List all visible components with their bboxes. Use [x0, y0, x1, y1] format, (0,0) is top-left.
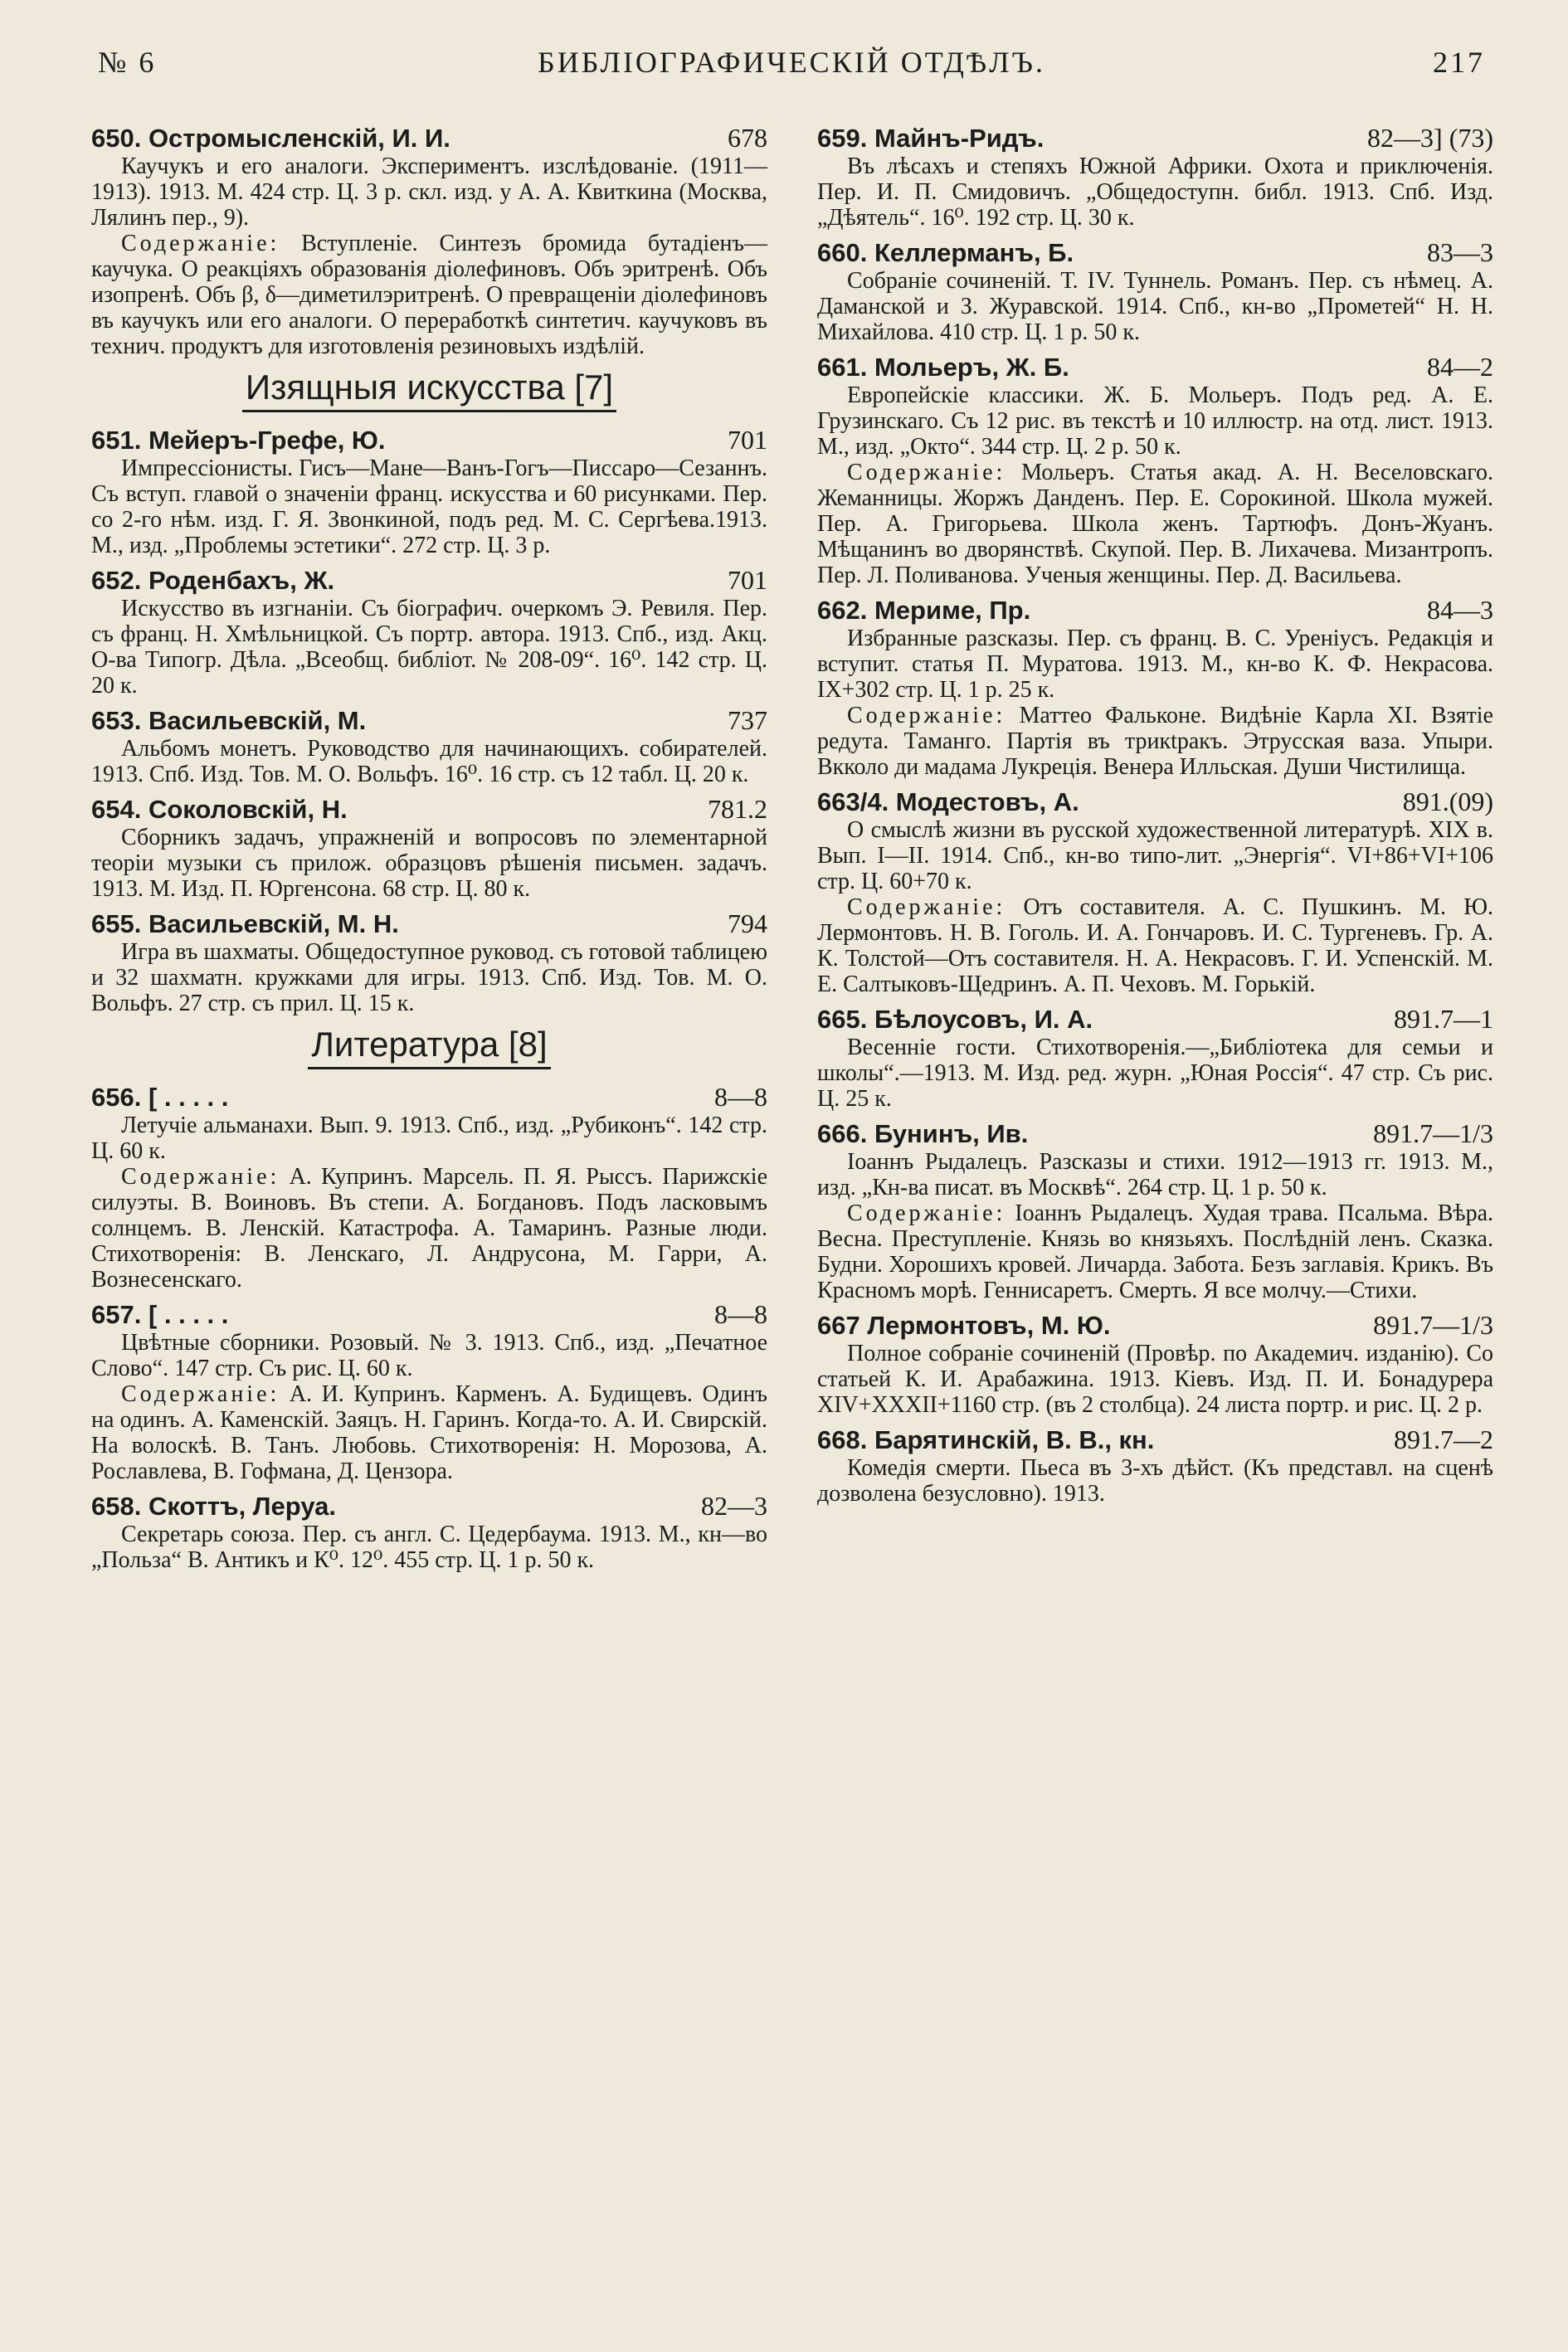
- entry-code: 701: [728, 565, 767, 595]
- contents-label: Содержаніе:: [121, 231, 280, 256]
- bibliography-entry: [817, 123, 1493, 231]
- contents-text: Мольеръ. Статья акад. А. Н. Веселовскаго. Жеманницы. Жоржъ Данденъ. Пер. Е. Сорокиной. Школа мужей. Пер. А. Григорьева. Школа женъ. Тартюфъ. Донъ-Жуанъ. Мѣщанинъ во дворянствѣ. Скупой. Пер. В. Лихачева. Мизантропъ. Пер. Л. Поливанова. Ученыя женщины. Пер. Д. Васильева.: [817, 460, 1493, 588]
- bibliography-entry: [91, 705, 767, 787]
- entry-body: Импрессіонисты. Гисъ—Мане—Ванъ-Гогъ—Писсаро—Сезаннъ. Съ вступ. главой о значеніи франц. искусства и 60 рисунками. Пер. со 2-го нѣм. изд. Г. Я. Звонкиной, подъ ред. М. С. Сергѣева.1913. М., изд. „Проблемы эстетики“. 272 стр. Ц. 3 р.: [91, 455, 768, 558]
- section-title: Изящныя искусства [7]: [242, 368, 616, 412]
- entry-title: 665. Бѣлоусовъ, И. А.: [817, 1005, 1093, 1034]
- entry-title: 661. Мольеръ, Ж. Б.: [817, 353, 1069, 382]
- entry-body: Игра въ шахматы. Общедоступное руковод. съ готовой таблицею и 32 шахматн. кружками для игры. 1913. Спб. Изд. Тов. М. О. Вольфъ. 27 стр. съ прил. Ц. 15 к.: [91, 939, 767, 1016]
- entry-code: 737: [728, 705, 767, 735]
- entry-code: 781.2: [708, 794, 767, 824]
- entry-body: Секретарь союза. Пер. съ англ. С. Цедербаума. 1913. М., кн—во „Польза“ В. Антикъ и К⁰. 12⁰. 455 стр. Ц. 1 р. 50 к.: [91, 1522, 767, 1573]
- bibliography-entry: [91, 1082, 767, 1293]
- entry-body: Летучіе альманахи. Вып. 9. 1913. Спб., изд. „Рубиконъ“. 142 стр. Ц. 60 к.: [91, 1113, 767, 1164]
- bibliography-entry: [91, 123, 767, 359]
- contents-label: Содержаніе:: [847, 1200, 1006, 1226]
- entry-title: 656. [ . . . . .: [91, 1083, 229, 1112]
- entry-title: 655. Васильевскій, М. Н.: [91, 909, 399, 938]
- entry-body: Сборникъ задачъ, упражненій и вопросовъ по элементарной теоріи музыки съ прилож. образцовъ рѣшенія письмен. задачъ. 1913. М. Изд. П. Юргенсона. 68 стр. Ц. 80 к.: [91, 825, 767, 902]
- issue-number: № 6: [98, 46, 157, 79]
- entry-body: Каучукъ и его аналоги. Экспериментъ. изслѣдованіе. (1911—1913). 1913. М. 424 стр. Ц. 3 р. скл. изд. у А. А. Квиткина (Москва, Лялинъ пер., 9).: [91, 153, 767, 231]
- bibliography-entry: [91, 1299, 767, 1484]
- bibliography-entry: [91, 794, 767, 902]
- entry-title: 651. Мейеръ-Грефе, Ю.: [91, 426, 386, 455]
- section-title: Литература [8]: [308, 1025, 550, 1069]
- contents-text: А. И. Купринъ. Карменъ. А. Будищевъ. Одинъ на одинъ. А. Каменскій. Заяцъ. Н. Гаринъ. Когда-то. А. И. Свирскій. На волоскѣ. В. Танъ. Любовь. Стихотворенія: Н. Морозова, А. Рославлева, В. Гофмана, Д. Цензора.: [91, 1381, 767, 1484]
- entry-contents: [817, 1200, 1493, 1303]
- contents-text: Іоаннъ Рыдалецъ. Худая трава. Псальма. Вѣра. Весна. Преступленіе. Князь во князьяхъ. Послѣдній ленъ. Сказка. Будни. Хорошихъ кровей. Личарда. Забота. Безъ заглавія. Крикъ. Въ Красномъ морѣ. Геннисаретъ. Смерть. Я все молчу.—Стихи.: [817, 1200, 1493, 1303]
- entry-title: 660. Келлерманъ, Б.: [817, 238, 1074, 267]
- entry-code: 8—8: [714, 1082, 767, 1112]
- entry-body: Цвѣтные сборники. Розовый. № 3. 1913. Спб., изд. „Печатное Слово“. 147 стр. Съ рис. Ц. 60 к.: [91, 1330, 767, 1381]
- bibliography-entry: [817, 1118, 1493, 1303]
- entry-contents: [91, 231, 767, 359]
- entry-title: 668. Барятинскій, В. В., кн.: [817, 1425, 1155, 1454]
- entry-body: Комедія смерти. Пьеса въ 3-хъ дѣйст. (Къ представл. на сценѣ дозволена безусловно). 1913.: [817, 1455, 1493, 1507]
- running-title: БИБЛІОГРАФИЧЕСКІЙ ОТДѢЛЪ.: [538, 46, 1045, 79]
- entry-code: 678: [728, 123, 767, 153]
- contents-label: Содержаніе:: [847, 894, 1006, 920]
- entry-title: 667 Лермонтовъ, М. Ю.: [817, 1311, 1111, 1340]
- entry-code: 83—3: [1427, 237, 1493, 267]
- contents-text: Отъ составителя. А. С. Пушкинъ. М. Ю. Лермонтовъ. Н. В. Гоголь. И. А. Гончаровъ. И. С. Тургеневъ. Гр. А. К. Толстой—Отъ составителя. Н. А. Некрасовъ. Г. И. Успенскій. М. Е. Салтыковъ-Щедринъ. А. П. Чеховъ. М. Горькій.: [817, 894, 1493, 997]
- section-heading: [91, 1025, 767, 1064]
- entry-contents: [91, 1381, 767, 1484]
- contents-label: Содержаніе:: [847, 703, 1006, 728]
- bibliography-entry: [91, 1491, 767, 1573]
- entry-contents: [817, 703, 1493, 780]
- entry-title: 653. Васильевскій, М.: [91, 706, 367, 735]
- bibliography-entry: [91, 565, 767, 699]
- entry-title: 657. [ . . . . .: [91, 1300, 229, 1329]
- entry-title: 652. Роденбахъ, Ж.: [91, 566, 335, 595]
- entry-contents: [817, 894, 1493, 997]
- bibliography-entry: [817, 595, 1493, 780]
- entry-title: 663/4. Модестовъ, А.: [817, 787, 1079, 816]
- contents-text: Маттео Фальконе. Видѣніе Карла XI. Взятіе редута. Таманго. Партія въ трикtракъ. Этрусская ваза. Упыри. Вкколо ди мадама Лукреція. Венера Илльская. Души Чистилища.: [817, 703, 1493, 780]
- entry-body: Собраніе сочиненій. Т. IV. Туннель. Романъ. Пер. съ нѣмец. А. Даманской и З. Журавской. 1914. Спб., кн-во „Прометей“ Н. Н. Михайлова. 410 стр. Ц. 1 р. 50 к.: [817, 268, 1493, 345]
- entry-title: 658. Скоттъ, Леруа.: [91, 1492, 336, 1521]
- entry-code: 82—3] (73): [1367, 123, 1493, 153]
- bibliography-entry: [817, 1004, 1493, 1112]
- entry-code: 891.7—1/3: [1373, 1310, 1493, 1340]
- entry-code: 891.7—2: [1394, 1424, 1493, 1454]
- entry-code: 82—3: [701, 1491, 767, 1521]
- contents-label: Содержаніе:: [121, 1381, 280, 1407]
- entry-body: Искусство въ изгнаніи. Съ біографич. очеркомъ Э. Ревиля. Пер. съ франц. Н. Хмѣльницкой. Съ портр. автора. 1913. Спб., изд. Акц. О-ва Типогр. Дѣла. „Всеобщ. библіот. № 208-09“. 16⁰. 142 стр. Ц. 20 к.: [91, 596, 767, 699]
- entry-code: 794: [728, 908, 767, 938]
- entry-code: 891.(09): [1402, 786, 1493, 816]
- entry-title: 650. Остромысленскій, И. И.: [91, 124, 450, 153]
- section-heading: [91, 368, 767, 407]
- entry-title: 666. Бунинъ, Ив.: [817, 1119, 1029, 1148]
- entry-body: Іоаннъ Рыдалецъ. Разсказы и стихи. 1912—1913 гг. 1913. М., изд. „Кн-ва писат. въ Москвѣ“. 264 стр. Ц. 1 р. 50 к.: [817, 1149, 1493, 1200]
- contents-label: Содержаніе:: [847, 460, 1006, 485]
- entry-code: 84—2: [1427, 352, 1493, 382]
- entry-title: 662. Мериме, Пр.: [817, 596, 1031, 625]
- entry-title: 659. Майнъ-Ридъ.: [817, 124, 1045, 153]
- page-header: [98, 40, 1485, 90]
- entry-body: Полное собраніе сочиненій (Провѣр. по Академич. изданію). Со статьей К. И. Арабажина. 1913. Кіевъ. Изд. П. И. Бонадурера XIV+XXXII+1160 стр. (въ 2 столбца). 24 листа портр. и рис. Ц. 2 р.: [817, 1341, 1493, 1418]
- entry-body: О смыслѣ жизни въ русской художественной литературѣ. XIX в. Вып. I—II. 1914. Спб., кн-во типо-лит. „Энергія“. VI+86+VI+106 стр. Ц. 60+70 к.: [817, 817, 1493, 894]
- bibliography-entry: [817, 1310, 1493, 1418]
- left-column: [91, 123, 767, 1580]
- entry-title: 654. Соколовскій, Н.: [91, 795, 348, 824]
- entry-code: 891.7—1: [1394, 1004, 1493, 1034]
- bibliography-entry: [817, 352, 1493, 588]
- entry-code: 891.7—1/3: [1373, 1118, 1493, 1148]
- entry-contents: [817, 460, 1493, 588]
- entry-code: 84—3: [1427, 595, 1493, 625]
- entry-body: Избранные разсказы. Пер. съ франц. В. С. Уреніусъ. Редакція и вступит. статья П. Муратова. 1913. М., кн-во К. Ф. Некрасова. IX+302 стр. Ц. 1 р. 25 к.: [817, 626, 1493, 703]
- entry-body: Въ лѣсахъ и степяхъ Южной Африки. Охота и приключенія. Пер. И. П. Смидовичъ. „Общедоступн. библ. 1913. Спб. Изд. „Дѣятель“. 16⁰. 192 стр. Ц. 30 к.: [817, 153, 1493, 231]
- contents-text: Вступленіе. Синтезъ бромида бутадіенъ—каучука. О реакціяхъ образованія діолефиновъ. Объ эритренѣ. Объ изопренѣ. Объ β, δ—диметилэритренѣ. О превращеніи діолефиновъ въ каучукъ или его аналоги. О переработкѣ синтетич. каучуковъ въ технич. продуктъ для изготовленія резиновыхъ издѣлій.: [91, 231, 767, 359]
- page-number: 217: [1433, 46, 1485, 79]
- entry-code: 8—8: [714, 1299, 767, 1329]
- bibliography-entry: [817, 786, 1493, 997]
- contents-text: А. Купринъ. Марсель. П. Я. Рыссъ. Парижскіе силуэты. В. Воиновъ. Въ степи. А. Богдановъ. Подъ ласковымъ солнцемъ. В. Ленскій. Катастрофа. А. Тамаринъ. Разные люди. Стихотворенія: В. Ленскаго, Л. Андрусона, М. Гарри, А. Вознесенскаго.: [91, 1164, 767, 1293]
- bibliography-entry: [91, 425, 767, 558]
- entry-body: Европейскіе классики. Ж. Б. Мольеръ. Подъ ред. А. Е. Грузинскаго. Съ 12 рис. въ текстѣ и 10 иллюстр. на отд. лист. 1913. М., изд. „Окто“. 344 стр. Ц. 2 р. 50 к.: [817, 382, 1493, 460]
- entry-body: Весенніе гости. Стихотворенія.—„Библіотека для семьи и школы“.—1913. М. Изд. ред. журн. „Юная Россія“. 47 стр. Съ рис. Ц. 25 к.: [817, 1035, 1493, 1112]
- right-column: [817, 123, 1493, 1513]
- bibliography-entry: [817, 237, 1493, 345]
- bibliography-entry: [91, 908, 767, 1016]
- bibliography-entry: [817, 1424, 1493, 1507]
- entry-body: Альбомъ монетъ. Руководство для начинающихъ. собирателей. 1913. Спб. Изд. Тов. М. О. Вольфъ. 16⁰. 16 стр. съ 12 табл. Ц. 20 к.: [91, 736, 767, 787]
- entry-code: 701: [728, 425, 767, 455]
- entry-contents: [91, 1164, 767, 1293]
- contents-label: Содержаніе:: [121, 1164, 280, 1190]
